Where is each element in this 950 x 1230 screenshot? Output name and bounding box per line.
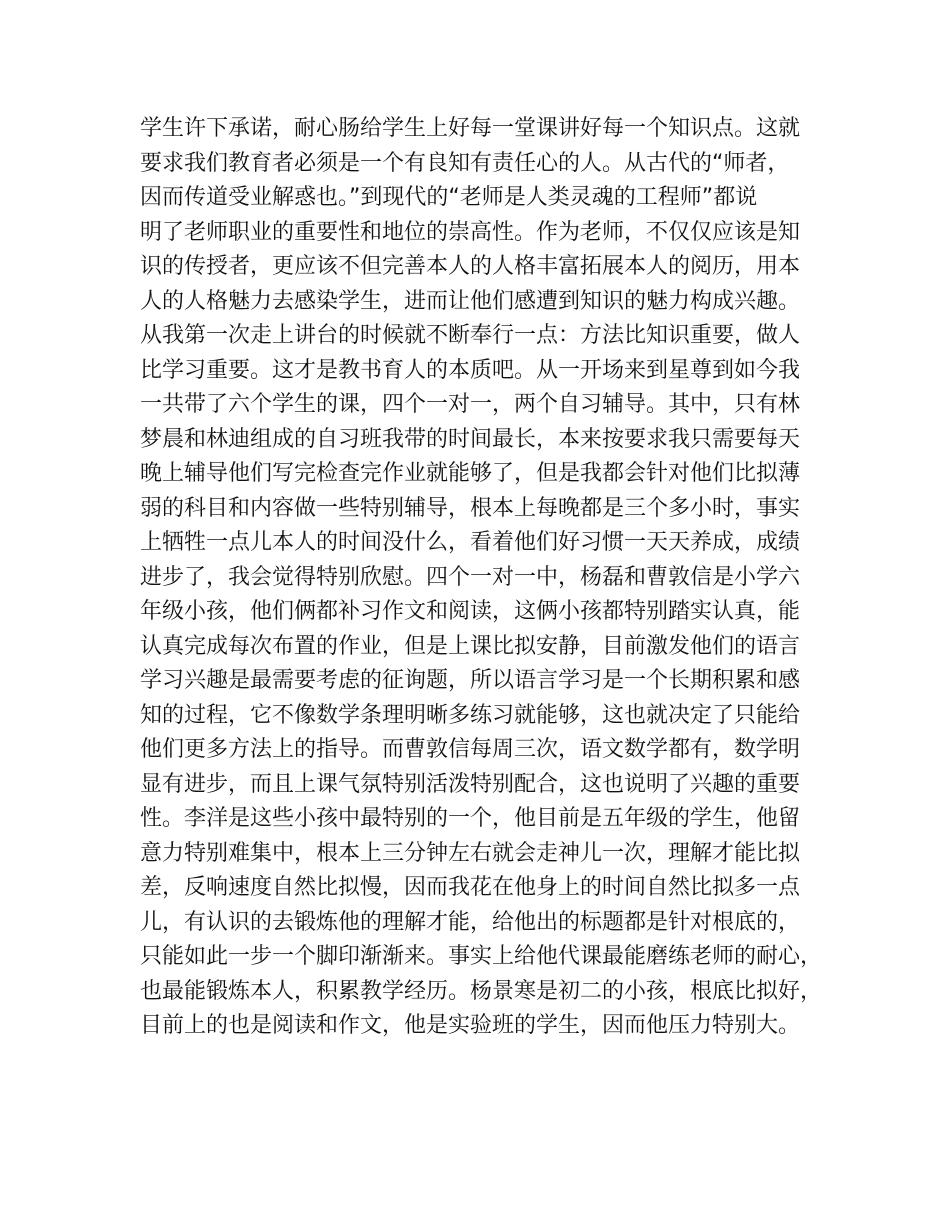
- text-line: 梦晨和林迪组成的自习班我带的时间最长，本来按要求我只需要每天: [140, 426, 801, 452]
- text-line: 也最能锻炼本人，积累教学经历。杨景寒是初二的小孩，根底比拟好，: [140, 978, 823, 1004]
- text-line: 目前上的也是阅读和作文，他是实验班的学生，因而他压力特别大。: [140, 1013, 801, 1038]
- text-line: 意力特别难集中，根本上三分钟左右就会走神儿一次，理解才能比拟: [140, 840, 801, 866]
- text-line: 差，反响速度自然比拟慢，因而我花在他身上的时间自然比拟多一点: [140, 875, 801, 900]
- text-line: 弱的科目和内容做一些特别辅导，根本上每晚都是三个多小时，事实: [140, 495, 801, 521]
- text-line: 他们更多方法上的指导。而曹敦信每周三次，语文数学都有，数学明: [140, 737, 801, 762]
- text-line: 晚上辅导他们写完检查完作业就能够了，但是我都会针对他们比拟薄: [140, 461, 801, 486]
- text-line: 性。李洋是这些小孩中最特别的一个，他目前是五年级的学生，他留: [140, 806, 801, 831]
- text-line: 从我第一次走上讲台的时候就不断奉行一点：方法比知识重要，做人: [140, 323, 801, 348]
- text-line: 进步了，我会觉得特别欣慰。四个一对一中，杨磊和曹敦信是小学六: [140, 564, 801, 590]
- text-line: 只能如此一步一个脚印渐渐来。事实上给他代课最能磨练老师的耐心，: [140, 944, 823, 969]
- text-line: 要求我们教育者必须是一个有良知有责任心的人。从古代的“师者，: [140, 150, 790, 176]
- text-line: 学生许下承诺，耐心肠给学生上好每一堂课讲好每一个知识点。这就: [140, 116, 801, 141]
- text-line: 儿，有认识的去锻炼他的理解才能，给他出的标题都是针对根底的，: [140, 909, 801, 935]
- text-line: 比学习重要。这才是教书育人的本质吧。从一开场来到星尊到如今我: [140, 357, 801, 383]
- text-line: 上牺牲一点儿本人的时间没什么，看着他们好习惯一天天养成，成绩: [140, 530, 801, 555]
- body-paragraph: [140, 112, 830, 1044]
- text-line: 年级小孩，他们俩都补习作文和阅读，这俩小孩都特别踏实认真，能: [140, 599, 801, 624]
- text-line: 一共带了六个学生的课，四个一对一，两个自习辅导。其中，只有林: [140, 392, 801, 417]
- text-line: 人的人格魅力去感染学生，进而让他们感遭到知识的魅力构成兴趣。: [140, 288, 801, 314]
- text-line: 明了老师职业的重要性和地位的崇高性。作为老师，不仅仅应该是知: [140, 219, 801, 245]
- text-line: 识的传授者，更应该不但完善本人的人格丰富拓展本人的阅历，用本: [140, 254, 801, 279]
- text-line: 学习兴趣是最需要考虑的征询题，所以语言学习是一个长期积累和感: [140, 668, 801, 693]
- text-line: 认真完成每次布置的作业，但是上课比拟安静，目前激发他们的语言: [140, 633, 801, 659]
- text-line: 知的过程，它不像数学条理明晰多练习就能够，这也就决定了只能给: [140, 702, 801, 728]
- text-line: 显有进步，而且上课气氛特别活泼特别配合，这也说明了兴趣的重要: [140, 771, 801, 797]
- text-line: 因而传道受业解惑也。”到现代的“老师是人类灵魂的工程师”都说: [140, 185, 758, 210]
